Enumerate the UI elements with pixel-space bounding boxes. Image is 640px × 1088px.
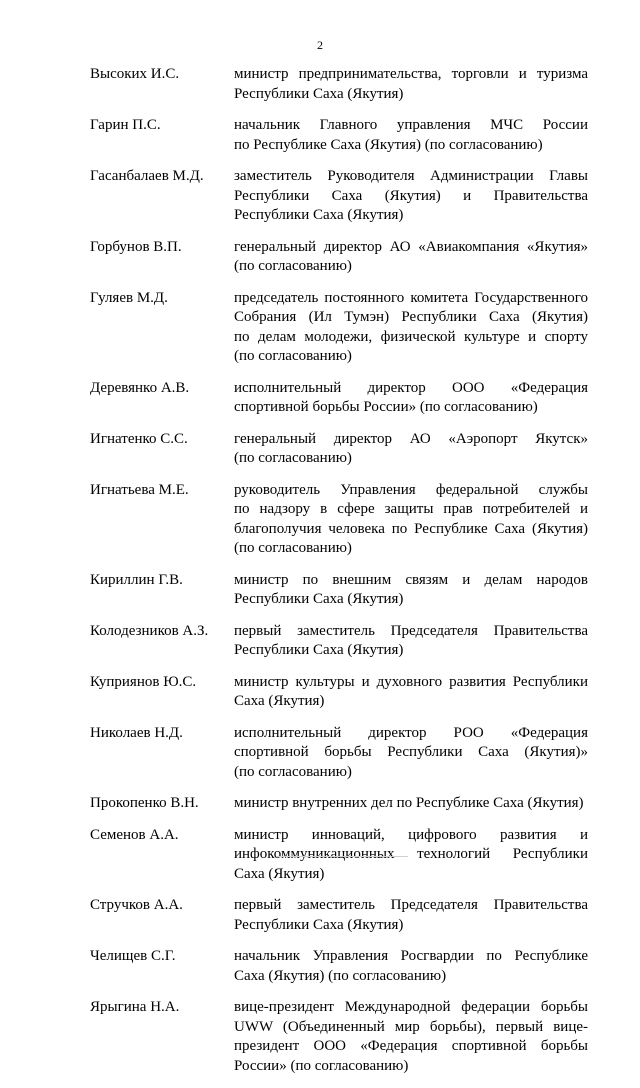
member-name: Игнатенко С.С. <box>90 430 188 447</box>
member-position <box>234 622 588 661</box>
position-line: (по согласованию) <box>234 348 352 364</box>
position-line: министр предпринимательства, торговли и туризма <box>234 66 588 82</box>
member-name: Семенов А.А. <box>90 826 179 843</box>
position-line: спортивной борьбы России» (по согласованию) <box>234 399 538 415</box>
member-name: Николаев Н.Д. <box>90 724 183 741</box>
position-line: (по согласованию) <box>234 540 352 556</box>
position-line: исполнительный директор РОО «Федерация <box>234 724 588 741</box>
page-number: 2 <box>317 38 323 52</box>
position-line: первый заместитель Председателя Правительства <box>234 897 588 913</box>
position-line: заместитель Руководителя Администрации Главы <box>234 168 588 184</box>
member-entry <box>90 481 588 559</box>
position-line: вице-президент Международной федерации борьбы <box>234 999 588 1015</box>
position-line: президент ООО «Федерация спортивной борьбы <box>234 1038 588 1054</box>
position-line: руководитель Управления федеральной службы <box>234 481 588 498</box>
member-entry <box>90 571 588 610</box>
member-entry <box>90 379 588 418</box>
member-name: Куприянов Ю.С. <box>90 673 197 690</box>
position-line: генеральный директор АО «Аэропорт Якутск» <box>234 430 588 447</box>
footer-divider <box>276 856 408 857</box>
position-line: министр по внешним связям и делам народов <box>234 571 588 588</box>
member-name: Гуляев М.Д. <box>90 289 168 306</box>
position-line: Республики Саха (Якутия) и Правительства <box>234 187 588 204</box>
position-line: России» (по согласованию) <box>234 1057 409 1074</box>
position-line: Республики Саха (Якутия) <box>234 642 404 658</box>
position-line: начальник Главного управления МЧС России <box>234 117 588 133</box>
member-entry <box>90 896 588 935</box>
member-list <box>90 65 588 1088</box>
position-line: Республики Саха (Якутия) <box>234 85 404 102</box>
member-name: Высоких И.С. <box>90 66 180 82</box>
position-line: Собрания (Ил Тумэн) Республики Саха (Якутия) <box>234 309 588 325</box>
member-position <box>234 896 588 935</box>
position-line: начальник Управления Росгвардии по Республике <box>234 948 588 964</box>
position-line: министр культуры и духовного развития Республики <box>234 673 588 690</box>
member-entry <box>90 289 588 367</box>
member-position <box>234 167 588 226</box>
position-line: Республики Саха (Якутия) <box>234 591 404 607</box>
member-entry <box>90 724 588 783</box>
position-line: министр внутренних дел по Республике Саха (Якутия) <box>234 795 584 811</box>
member-name: Ярыгина Н.А. <box>90 999 180 1015</box>
position-line: инфокоммуникационных технологий Республики <box>234 846 588 862</box>
member-entry <box>90 167 588 226</box>
member-position <box>234 998 588 1076</box>
member-entry <box>90 238 588 277</box>
member-name: Гарин П.С. <box>90 117 161 133</box>
member-position <box>234 116 588 155</box>
position-line: благополучия человека по Республике Саха (Якутия) <box>234 520 588 537</box>
member-position <box>234 379 588 418</box>
member-entry <box>90 998 588 1076</box>
member-name: Горбунов В.П. <box>90 238 182 255</box>
member-name: Кириллин Г.В. <box>90 571 183 588</box>
member-position <box>234 724 588 783</box>
position-line: исполнительный директор ООО «Федерация <box>234 379 588 396</box>
position-line: по надзору в сфере защиты прав потребителей и <box>234 501 588 517</box>
member-name: Прокопенко В.Н. <box>90 795 199 811</box>
position-line: Саха (Якутия) <box>234 693 325 709</box>
member-position <box>234 481 588 559</box>
position-line: первый заместитель Председателя Правительства <box>234 622 588 639</box>
member-entry <box>90 826 588 885</box>
position-line: (по согласованию) <box>234 450 352 466</box>
position-line: UWW (Объединенный мир борьбы), первый вице- <box>234 1018 588 1035</box>
position-line: Республики Саха (Якутия) <box>234 916 404 933</box>
member-entry <box>90 947 588 986</box>
member-name: Деревянко А.В. <box>90 379 190 396</box>
position-line: по Республике Саха (Якутия) (по согласованию) <box>234 136 543 153</box>
member-entry <box>90 116 588 155</box>
position-line: спортивной борьбы Республики Саха (Якутия)» <box>234 744 588 760</box>
member-entry <box>90 430 588 469</box>
member-position <box>234 826 588 885</box>
member-position <box>234 794 588 814</box>
member-name: Челищев С.Г. <box>90 948 176 964</box>
member-position <box>234 947 588 986</box>
member-entry <box>90 622 588 661</box>
member-entry <box>90 673 588 712</box>
member-entry <box>90 65 588 104</box>
member-position <box>234 238 588 277</box>
member-name: Колодезников А.З. <box>90 622 209 639</box>
member-position <box>234 65 588 104</box>
position-line: министр инноваций, цифрового развития и <box>234 826 588 843</box>
member-position <box>234 430 588 469</box>
position-line: генеральный директор АО «Авиакомпания «Якутия» <box>234 238 588 255</box>
member-position <box>234 289 588 367</box>
position-line: Республики Саха (Якутия) <box>234 207 404 223</box>
position-line: председатель постоянного комитета Государственного <box>234 289 588 306</box>
member-name: Гасанбалаев М.Д. <box>90 168 204 184</box>
member-entry <box>90 794 588 814</box>
member-position <box>234 673 588 712</box>
position-line: (по согласованию) <box>234 258 352 274</box>
member-name: Игнатьева М.Е. <box>90 481 189 498</box>
position-line: Саха (Якутия) (по согласованию) <box>234 967 447 984</box>
position-line: (по согласованию) <box>234 763 352 780</box>
member-name: Стручков А.А. <box>90 897 183 913</box>
member-position <box>234 571 588 610</box>
position-line: Саха (Якутия) <box>234 865 325 882</box>
position-line: по делам молодежи, физической культуре и спорту <box>234 328 588 345</box>
